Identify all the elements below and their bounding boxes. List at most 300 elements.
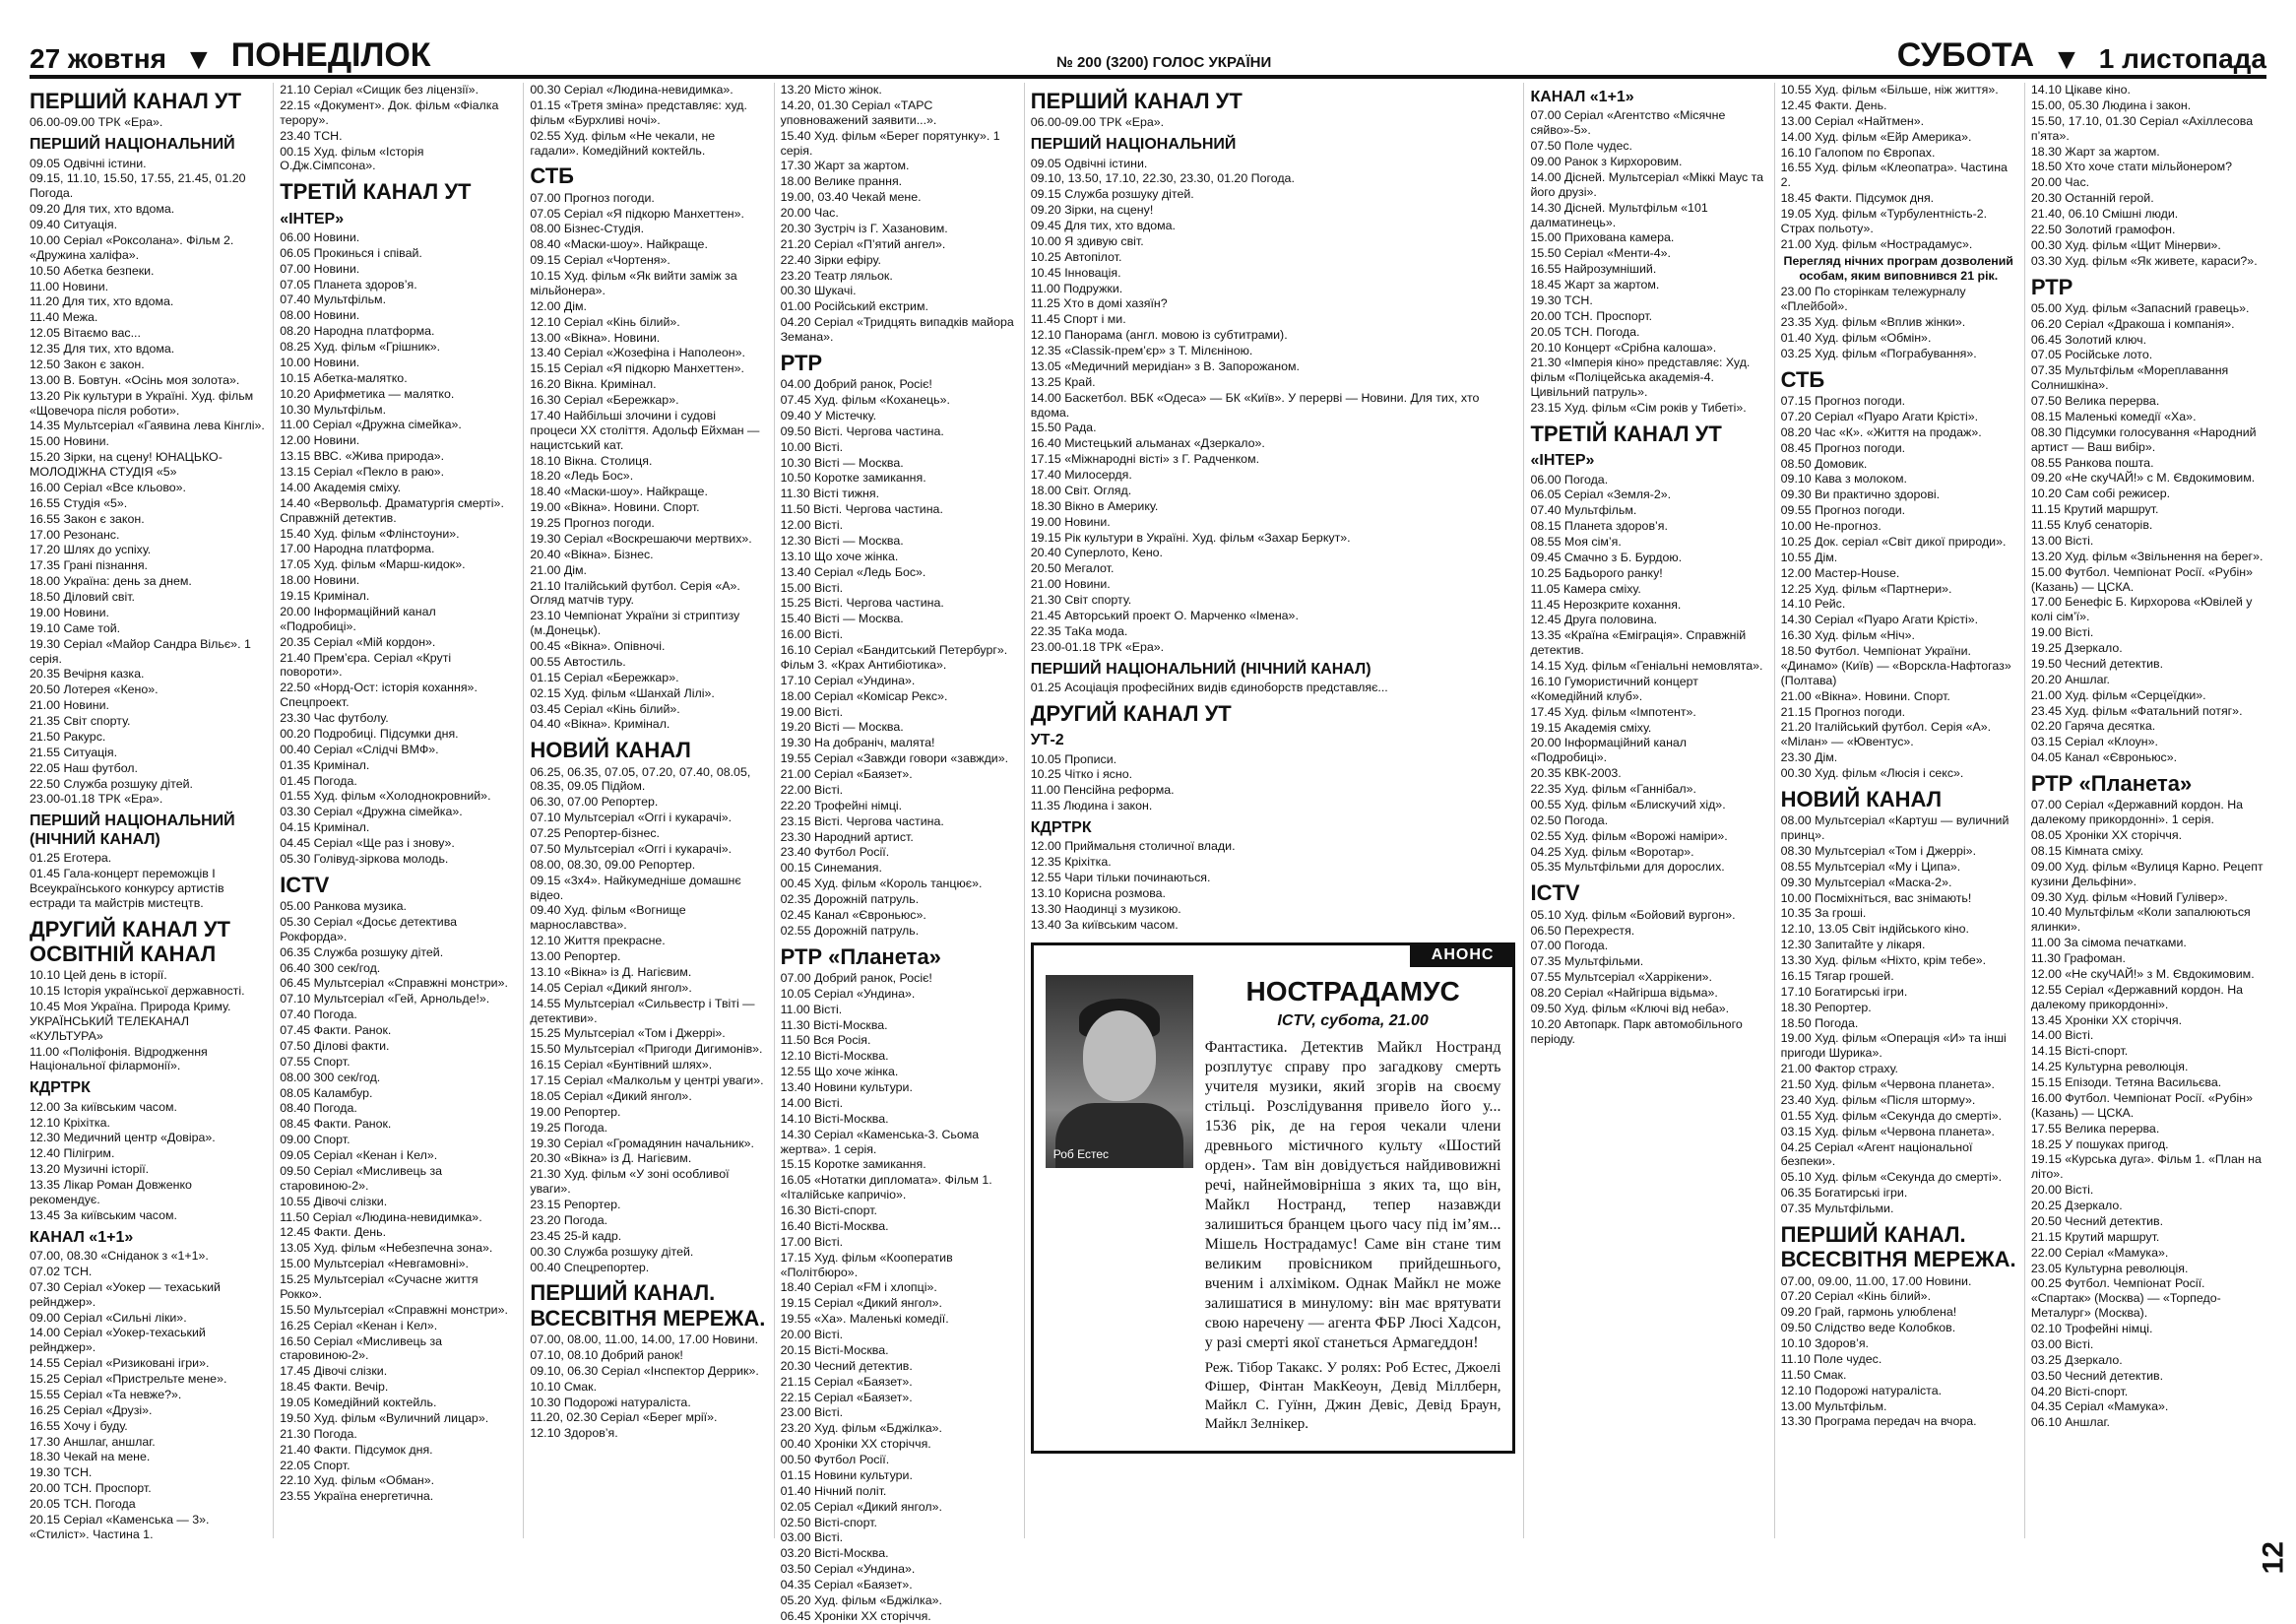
program-line: 19.20 Вісті — Москва. xyxy=(780,720,904,735)
program-line: 14.35 Мультсеріал «Гаявина лева Кінглі». xyxy=(30,419,265,433)
announcement-content xyxy=(1034,945,1513,1452)
schedule-column xyxy=(2024,83,2266,1538)
program-line: 07.00 Новини. xyxy=(280,261,360,276)
channel-section xyxy=(530,163,765,732)
program-line: 21.40 Факти. Підсумок дня. xyxy=(280,1442,433,1457)
program-line: 22.05 Наш футбол. xyxy=(30,760,138,775)
program-line: 13.05 Худ. фільм «Небезпечна зона». xyxy=(280,1241,493,1256)
program-line: 07.05 Планета здоров’я. xyxy=(280,277,417,292)
program-line: 21.45 Авторський проект О. Марченко «Імена». xyxy=(1030,608,1299,622)
program-line: 23.00 Вісті. xyxy=(780,1405,844,1420)
program-line: 15.40 Худ. фільм «Берег порятунку». 1 серія. xyxy=(780,128,1000,158)
program-line: 13.40 Серіал «Ледь Бос». xyxy=(780,564,926,579)
program-line: 13.10 Корисна розмова. xyxy=(1030,886,1167,901)
program-line: 10.20 Сам собі режисер. xyxy=(2030,487,2171,501)
program-line: 00.40 Хроніки ХХ сторіччя. xyxy=(780,1437,931,1452)
program-line: 07.30 Серіал «Уокер — техаський рейнджер». xyxy=(30,1279,221,1309)
program-line: 08.40 «Маски-шоу». Найкраще. xyxy=(530,237,708,252)
program-line: 21.30 Погода. xyxy=(280,1426,357,1441)
program-line: 06.00 Погода. xyxy=(1530,472,1609,487)
program-line: 00.45 Худ. фільм «Король танцює». xyxy=(780,877,983,891)
program-line: 17.55 Велика перерва. xyxy=(2030,1121,2160,1136)
program-line: 19.30 Серіал «Воскрешаючи мертвих». xyxy=(530,531,752,546)
program-line: 10.50 Абетка безпеки. xyxy=(30,263,155,278)
program-line: 20.15 Серіал «Каменська — 3». «Стиліст». Частина 1. xyxy=(30,1512,210,1541)
program-line: 19.00 Репортер. xyxy=(530,1104,621,1119)
program-line: 08.15 Кімната сміху. xyxy=(2030,843,2144,858)
program-line: 14.10 Рейс. xyxy=(1780,597,1846,612)
channel-title: КАНАЛ «1+1» xyxy=(30,1228,134,1246)
program-line: 03.15 Худ. фільм «Червона планета». xyxy=(1780,1124,1995,1138)
program-line: 04.45 Серіал «Ще раз і знову». xyxy=(280,836,455,851)
program-line: 08.20 Час «К». «Життя на продаж». xyxy=(1780,424,1982,439)
program-line: 21.00 «Вікна». Новини. Спорт. xyxy=(1780,688,1950,703)
program-line: 18.40 Серіал «FM і хлопці». xyxy=(780,1280,937,1295)
program-line: 13.20 Рік культури в Україні. Худ. фільм «Щовечора після роботи». xyxy=(30,388,254,418)
program-line: 12.10 Кріхітка. xyxy=(30,1115,110,1130)
program-line: 09.10 Кава з молоком. xyxy=(1780,472,1907,487)
program-line: 08.00 Бізнес-Студія. xyxy=(530,222,645,236)
program-line: 17.30 Жарт за жартом. xyxy=(780,159,910,173)
program-line: 19.25 Прогноз погоди. xyxy=(530,516,655,531)
channel-title: «ІНТЕР» xyxy=(1530,452,1595,470)
program-line: 19.15 «Курська дуга». Фільм 1. «План на літо». xyxy=(2030,1152,2262,1182)
program-line: 13.40 За київським часом. xyxy=(1030,917,1179,932)
program-line: 12.45 Факти. День. xyxy=(1780,97,1887,112)
program-line: 23.15 Худ. фільм «Сім років у Тибеті». xyxy=(1530,401,1747,416)
program-line: 11.00 «Поліфонія. Відродження Національної філармонії». xyxy=(30,1044,208,1073)
program-line: 12.45 Друга половина. xyxy=(1530,613,1658,627)
program-line: 20.40 «Вікна». Бізнес. xyxy=(530,547,654,561)
program-line: 14.15 Вісті-спорт. xyxy=(2030,1044,2129,1059)
program-line: 12.10 Панорама (англ. мовою із субтитрами). xyxy=(1030,328,1288,343)
program-line: 07.35 Мультфільми. xyxy=(1780,1202,1894,1216)
program-line: 09.50 Слідство веде Колобков. xyxy=(1780,1321,1956,1335)
program-line: 06.35 Служба розшуку дітей. xyxy=(280,944,444,959)
program-line: 22.50 Служба розшуку дітей. xyxy=(30,776,193,791)
program-line: 07.10 Мультсеріал «Оггі і кукарачі». xyxy=(530,811,733,825)
program-line: 12.35 «Classik-прем’єр» з Т. Мілєніною. xyxy=(1030,344,1253,358)
program-line: 21.20 Італійський футбол. Серія «А». «Мілан» — «Ювентус». xyxy=(1780,720,1992,749)
program-line: 09.05 Серіал «Кенан і Кел». xyxy=(280,1148,438,1163)
program-line: 08.00, 08.30, 09.00 Репортер. xyxy=(530,857,696,872)
program-line: 20.00 ТСН. Проспорт. xyxy=(30,1481,152,1496)
channel-section xyxy=(1031,701,1516,726)
program-line: 20.50 Чесний детектив. xyxy=(2030,1213,2164,1228)
program-line: 23.00-01.18 ТРК «Ера». xyxy=(30,792,163,807)
program-line: 18.30 Репортер. xyxy=(1780,1000,1872,1014)
program-line: 08.00 Новини. xyxy=(280,308,360,323)
program-line: 16.50 Серіал «Мисливець за старовиною-2». xyxy=(280,1333,443,1363)
program-line: 20.40 Суперлото, Кено. xyxy=(1030,546,1163,560)
program-line: 10.00 Не-прогноз. xyxy=(1780,519,1881,534)
channel-section xyxy=(30,1079,265,1222)
program-line: 07.02 ТСН. xyxy=(30,1264,93,1278)
program-line: 00.30 Служба розшуку дітей. xyxy=(530,1244,694,1259)
program-line: 01.25 Асоціація професійних видів єдиноборств представляє... xyxy=(1030,680,1388,694)
program-line: 12.10 Здоров’я. xyxy=(530,1426,618,1441)
program-line: 19.25 Погода. xyxy=(530,1120,608,1135)
channel-section xyxy=(30,812,265,910)
program-line: 09.20 «Не скуЧАЙ!» с М. Євдокимовим. xyxy=(2030,471,2256,486)
program-line: 17.05 Худ. фільм «Марш-кидок». xyxy=(280,557,466,572)
program-line: 15.15 Коротке замикання. xyxy=(780,1157,926,1172)
program-line: 10.25 Автопілот. xyxy=(1030,249,1122,264)
program-line: 12.55 Серіал «Державний кордон. На далекому прикордонні». xyxy=(2030,982,2244,1011)
program-line: 16.00 Серіал «Все кльово». xyxy=(30,480,186,494)
program-line: 18.45 Факти. Вечір. xyxy=(280,1380,389,1395)
program-line: 03.30 Серіал «Дружна сімейка». xyxy=(280,805,463,819)
program-line: 23.40 Худ. фільм «Після шторму». xyxy=(1780,1092,1976,1107)
program-line: 17.10 Богатирські ігри. xyxy=(1780,984,1908,999)
channel-section xyxy=(781,83,1016,345)
program-line: 01.45 Погода. xyxy=(280,773,357,788)
program-line: 15.00 Футбол. Чемпіонат Росії. «Рубін» (Казань) — ЦСКА. xyxy=(2030,564,2253,594)
program-line: 14.00 Серіал «Уокер-техаський рейнджер». xyxy=(30,1326,206,1355)
program-line: 06.45 Золотий ключ. xyxy=(2030,332,2147,347)
program-line: 14.25 Культурна революція. xyxy=(2030,1060,2189,1074)
program-line: 19.30 Серіал «Майор Сандра Вільє». 1 серія. xyxy=(30,636,251,666)
program-line: 11.00 Вісті. xyxy=(780,1002,843,1016)
program-line: 11.45 Нерозкрите кохання. xyxy=(1530,597,1682,612)
program-line: 05.35 Мультфільми для дорослих. xyxy=(1530,860,1725,875)
program-line: 10.30 Вісті — Москва. xyxy=(780,455,904,470)
program-line: 21.40, 06.10 Смішні люди. xyxy=(2030,207,2179,221)
program-line: 17.45 Худ. фільм «Імпотент». xyxy=(1530,704,1696,719)
program-line: 16.55 Закон є закон. xyxy=(30,511,145,526)
program-line: 12.55 Чари тільки починаються. xyxy=(1030,871,1211,885)
announcement-subtitle: ICTV, субота, 21.00 xyxy=(1277,1012,1429,1030)
program-line: 13.15 Серіал «Пекло в раю». xyxy=(280,465,445,480)
program-line: 19.30 ТСН. xyxy=(30,1465,93,1480)
program-line: 14.00 Баскетбол. ВБК «Одеса» — БК «Київ». У перерві — Новини. Для тих, хто вдома. xyxy=(1030,390,1480,420)
program-line: 11.30 Вісті-Москва. xyxy=(780,1017,888,1032)
channel-section xyxy=(30,917,265,1074)
schedule-column xyxy=(774,83,1016,1623)
program-line: 02.55 Дорожній патруль. xyxy=(780,923,920,938)
program-line: 12.00 За київським часом. xyxy=(30,1099,177,1114)
program-line: 08.55 Моя сім’я. xyxy=(1530,535,1622,550)
program-line: 11.50 Вісті. Чергова частина. xyxy=(780,502,943,517)
channel-section xyxy=(30,89,265,130)
program-line: 10.05 Серіал «Ундина». xyxy=(780,986,916,1001)
program-line: 12.55 Що хоче жінка. xyxy=(780,1065,899,1079)
program-line: 10.00 Серіал «Роксолана». Фільм 2. «Дружина халіфа». xyxy=(30,232,234,262)
channel-title: ICTV xyxy=(280,872,330,897)
program-line: 14.05 Серіал «Дикий янгол». xyxy=(530,980,692,995)
program-line: 07.10 Мультсеріал «Гей, Арнольде!». xyxy=(280,992,490,1007)
program-line: 08.15 Маленькі комедії «Ха». xyxy=(2030,409,2197,423)
program-line: Перегляд нічних програм дозволений особам, яким виповнився 21 рік. xyxy=(1783,253,2013,283)
program-line: 06.45 Мультсеріал «Справжні монстри». xyxy=(280,976,508,991)
program-line: 01.35 Кримінал. xyxy=(280,757,370,772)
program-line: 14.55 Серіал «Ризиковані ігри». xyxy=(30,1356,210,1371)
page-header xyxy=(30,30,2266,79)
program-line: 06.30, 07.00 Репортер. xyxy=(530,795,659,810)
program-line: 07.00, 09.00, 11.00, 17.00 Новини. xyxy=(1780,1273,1972,1288)
program-line: 13.25 Край. xyxy=(1030,374,1096,389)
channel-section xyxy=(1530,89,1765,416)
channel-title: ПЕРШИЙ КАНАЛ. ВСЕСВІТНЯ МЕРЕЖА. xyxy=(1780,1221,2016,1272)
program-line: 09.45 Смачно з Б. Бурдою. xyxy=(1530,550,1683,564)
program-line: 13.20 Худ. фільм «Звільнення на берег». xyxy=(2030,549,2264,563)
program-line: 16.30 Серіал «Бережкар». xyxy=(530,393,679,408)
program-line: 21.00 Новини. xyxy=(1030,577,1111,592)
program-line: 09.15 «3х4». Найкумедніше домашнє відео. xyxy=(530,873,741,902)
program-line: 18.00 Велике прання. xyxy=(780,174,903,189)
program-line: 13.10 Що хоче жінка. xyxy=(780,549,899,563)
channel-section xyxy=(280,211,515,867)
program-line: 10.55 Дівочі слізки. xyxy=(280,1194,388,1208)
program-line: 18.50 Футбол. Чемпіонат України. «Динамо» (Київ) — «Ворскла-Нафтогаз» (Полтава) xyxy=(1780,644,2011,687)
program-line: 18.10 Вікна. Столиця. xyxy=(530,453,653,468)
program-line: 00.15 Синемания. xyxy=(780,861,882,876)
program-line: 13.35 Лікар Роман Довженко рекомендує. xyxy=(30,1178,192,1206)
program-line: 13.15 ВВС. «Жива природа». xyxy=(280,449,445,464)
program-line: 07.00 Серіал «Агентство «Місячне сяйво»-5». xyxy=(1530,108,1726,138)
program-line: 13.45 Хроніки ХХ сторіччя. xyxy=(2030,1012,2183,1027)
program-line: 08.00 Мультсеріал «Картуш — вуличний принц». xyxy=(1780,813,2009,843)
program-line: 13.00 В. Бовтун. «Осінь моя золота». xyxy=(30,372,240,387)
channel-section xyxy=(1781,83,2016,361)
program-line: 21.00 Дім. xyxy=(530,562,587,577)
program-line: 12.35 Кріхітка. xyxy=(1030,855,1112,870)
program-line: 18.30 Вікно в Америку. xyxy=(1030,498,1159,513)
program-line: 07.50 Ділові факти. xyxy=(280,1038,390,1053)
program-line: 20.30 «Вікна» із Д. Нагієвим. xyxy=(530,1151,692,1166)
program-line: 13.00 Вісті. xyxy=(2030,533,2094,548)
program-line: 13.40 Серіал «Жозефіна і Наполеон». xyxy=(530,346,745,360)
program-line: 00.30 Худ. фільм «Щит Мінерви». xyxy=(2030,237,2221,252)
channel-title: ПЕРШИЙ КАНАЛ УТ xyxy=(1030,89,1243,113)
program-line: 10.15 Худ. фільм «Як вийти заміж за мільйонера». xyxy=(530,269,737,297)
program-line: 21.00 Новини. xyxy=(30,698,109,713)
program-line: 07.40 Мультфільм. xyxy=(1530,503,1637,518)
program-line: 07.45 Факти. Ранок. xyxy=(280,1023,392,1038)
program-line: 16.25 Серіал «Кенан і Кел». xyxy=(280,1318,438,1332)
program-line: 00.30 Худ. фільм «Люсія і секс». xyxy=(1780,766,1964,781)
program-line: 15.50 Мультсеріал «Пригоди Дигимонів». xyxy=(530,1042,763,1057)
channel-section xyxy=(530,1280,765,1441)
program-line: 07.40 Мультфільм. xyxy=(280,292,387,307)
program-line: 22.15 «Документ». Док. фільм «Фіалка терору». xyxy=(280,97,499,127)
program-line: 09.00 Спорт. xyxy=(280,1133,351,1147)
program-line: 07.05 Серіал «Я підкорю Манхеттен». xyxy=(530,206,744,221)
program-line: 17.00 Бенефіс Б. Кирхорова «Ювілей у колі сім’ї». xyxy=(2030,595,2253,624)
program-line: 05.00 Ранкова музика. xyxy=(280,899,407,914)
channel-title: РТР xyxy=(780,350,823,375)
program-line: 13.30 Наодинці з музикою. xyxy=(1030,901,1181,916)
program-line: 19.00 Новини. xyxy=(1030,514,1111,529)
program-line: 22.20 Трофейні німці. xyxy=(780,798,903,812)
program-line: 09.05 Одвічні істини. xyxy=(30,156,147,170)
program-line: 18.00 Серіал «Комісар Рекс». xyxy=(780,688,948,703)
program-line: 12.00 Новини. xyxy=(280,433,360,448)
program-line: 20.00 Вісті. xyxy=(780,1328,844,1342)
program-line: 19.15 Академія сміху. xyxy=(1530,720,1652,735)
program-line: 18.00 Світ. Огляд. xyxy=(1030,483,1132,497)
program-line: 03.15 Серіал «Клоун». xyxy=(2030,735,2158,749)
channel-section xyxy=(2031,275,2266,766)
program-line: 21.30 Худ. фільм «У зоні особливої уваги». xyxy=(530,1167,730,1197)
program-line: 06.10 Аншлаг. xyxy=(2030,1415,2110,1430)
program-line: 21.50 Худ. фільм «Червона планета». xyxy=(1780,1077,1995,1092)
program-line: 15.00 Мультсеріал «Невгамовні». xyxy=(280,1257,469,1271)
program-line: 17.15 «Міжнародні вісті» з Г. Радченком. xyxy=(1030,452,1260,467)
program-line: 01.15 Серіал «Бережкар». xyxy=(530,670,679,684)
program-line: 14.00 Академія сміху. xyxy=(280,480,402,494)
channel-title: КДРТРК xyxy=(1030,819,1092,837)
program-line: 12.30 Вісті — Москва. xyxy=(780,533,904,548)
channel-section xyxy=(1530,880,1765,1046)
program-line: 19.50 Чесний детектив. xyxy=(2030,656,2164,671)
program-line: 11.05 Камера сміху. xyxy=(1530,581,1641,596)
program-line: 20.30 Чесний детектив. xyxy=(780,1358,913,1373)
program-line: 06.00 Новини. xyxy=(280,229,360,244)
program-line: 04.25 Серіал «Агент національної безпеки». xyxy=(1780,1139,1973,1169)
program-line: 23.40 Футбол Росії. xyxy=(780,845,890,860)
program-line: 03.50 Чесний детектив. xyxy=(2030,1368,2164,1383)
program-line: 22.50 Золотий грамофон. xyxy=(2030,222,2176,236)
program-line: 20.00 ТСН. Проспорт. xyxy=(1530,308,1653,323)
program-line: 11.35 Людина і закон. xyxy=(1030,799,1153,813)
program-line: 01.45 Гала-концерт переможців І Всеукраїнського конкурсу артистів естради та майстрів мистецтв. xyxy=(30,866,224,910)
announcement-cast: Реж. Тібор Такакс. У ролях: Роб Естес, Джоелі Фішер, Фінтан МакКеоун, Девід Міллберн, Майкл С. Гуїнн, Джин Девіс, Девід Браун, Майкл Зелнікер. xyxy=(1204,1360,1501,1432)
schedule-column xyxy=(1774,83,2016,1538)
program-line: 16.10 Серіал «Бандитський Петербург». Фільм 3. «Крах Антибіотика». xyxy=(780,643,1008,672)
program-line: 21.50 Ракурс. xyxy=(30,729,106,744)
program-line: 16.10 Гумористичний концерт «Комедійний клуб». xyxy=(1530,674,1698,703)
program-line: 09.10, 06.30 Серіал «Інспектор Деррик». xyxy=(530,1363,759,1378)
program-line: 02.45 Канал «Євроньюс». xyxy=(780,907,926,922)
program-line: 20.10 Концерт «Срібна калоша». xyxy=(1530,340,1717,355)
channel-section xyxy=(30,1229,265,1542)
program-line: 00.25 Футбол. Чемпіонат Росії. «Спартак» (Москва) — «Торпедо-Металург» (Москва). xyxy=(2030,1276,2221,1321)
program-line: 09.15 Серіал «Чортеня». xyxy=(530,253,670,268)
program-line: 19.15 Кримінал. xyxy=(280,589,370,604)
schedule-column xyxy=(1523,83,1765,1538)
program-line: 00.50 Футбол Росії. xyxy=(780,1453,890,1467)
channel-section xyxy=(1530,422,1765,446)
program-line: 20.00 Інформаційний канал «Подробиці». xyxy=(1530,736,1688,765)
program-line: 07.55 Спорт. xyxy=(280,1054,351,1069)
channel-title: ТРЕТІЙ КАНАЛ УТ xyxy=(280,179,472,205)
program-line: 22.35 Худ. фільм «Ганнібал». xyxy=(1530,782,1696,797)
program-line: 05.00 Худ. фільм «Запасний гравець». xyxy=(2030,300,2250,315)
program-line: 06.45 Хроніки ХХ сторіччя. xyxy=(780,1608,931,1623)
program-line: 17.40 Милосердя. xyxy=(1030,468,1132,483)
channel-section xyxy=(781,944,1016,1624)
program-line: 03.20 Вісті-Москва. xyxy=(780,1546,889,1561)
photo-face xyxy=(1083,1010,1156,1101)
triangle-down-icon: ▼ xyxy=(2052,43,2081,76)
program-line: 10.25 Бадьорого ранку! xyxy=(1530,565,1663,580)
program-line: 16.30 Вісті-спорт. xyxy=(780,1203,877,1218)
program-line: 05.20 Худ. фільм «Бджілка». xyxy=(780,1592,942,1607)
program-line: 19.10 Саме той. xyxy=(30,620,121,635)
program-line: 13.00 Репортер. xyxy=(530,949,621,964)
header-right xyxy=(1897,36,2266,75)
program-line: 07.50 Мультсеріал «Оггі і кукарачі». xyxy=(530,841,733,856)
program-line: 14.55 Мультсеріал «Сильвестр і Твіті — детективи». xyxy=(530,996,755,1025)
program-line: 21.30 Світ спорту. xyxy=(1030,593,1132,608)
program-line: 07.55 Мультсеріал «Харрікени». xyxy=(1530,970,1712,985)
program-line: 10.05 Прописи. xyxy=(1030,751,1117,766)
program-line: 21.40 Прем’єра. Серіал «Круті повороти». xyxy=(280,650,452,680)
program-line: 19.00, 03.40 Чекай мене. xyxy=(780,190,922,205)
program-line: 20.35 КВК-2003. xyxy=(1530,766,1622,781)
program-line: 11.25 Хто в домі хазяїн? xyxy=(1030,296,1168,311)
program-line: 12.10 Подорожі натураліста. xyxy=(1780,1383,1943,1397)
program-line: 10.20 Арифметика — малятко. xyxy=(280,386,455,401)
header-left-day: ПОНЕДІЛОК xyxy=(230,36,431,74)
program-line: 03.50 Серіал «Ундина». xyxy=(780,1562,916,1577)
program-line: 11.20, 02.30 Серіал «Берег мрії». xyxy=(530,1410,718,1425)
program-line: 23.00 По сторінкам тележурналу «Плейбой». xyxy=(1780,285,1966,314)
channel-title: НОВИЙ КАНАЛ xyxy=(530,738,691,763)
program-line: 02.50 Погода. xyxy=(1530,812,1609,827)
program-line: 00.45 «Вікна». Опівночі. xyxy=(530,639,666,654)
program-line: 01.15 «Третя зміна» представляє: худ. фільм «Бурхливі ночі». xyxy=(530,97,747,127)
program-line: 20.00 Час. xyxy=(780,206,839,220)
program-line: 09.30 Мультсеріал «Маска-2». xyxy=(1780,875,1952,889)
program-line: 14.00 Вісті. xyxy=(780,1095,844,1110)
program-line: 15.40 Худ. фільм «Флінстоуни». xyxy=(280,526,460,541)
program-line: 21.00 Серіал «Баязет». xyxy=(780,767,913,782)
program-line: 08.25 Худ. фільм «Грішник». xyxy=(280,340,441,355)
actor-photo xyxy=(1046,975,1193,1168)
program-line: 23.45 25-й кадр. xyxy=(530,1228,622,1243)
program-line: 15.55 Серіал «Та невже?». xyxy=(30,1387,182,1401)
program-line: 12.10, 13.05 Світ індійського кіно. xyxy=(1780,922,1969,937)
program-line: 13.20 Місто жінок. xyxy=(780,83,882,97)
program-line: 00.40 Серіал «Слідчі ВМФ». xyxy=(280,742,439,756)
program-line: 06.05 Серіал «Земля-2». xyxy=(1530,487,1672,502)
program-line: 09.50 Вісті. Чергова частина. xyxy=(780,423,944,438)
program-line: 17.00 Народна платформа. xyxy=(280,542,435,556)
program-line: 23.45 Худ. фільм «Фатальний потяг». xyxy=(2030,703,2243,718)
program-line: 13.30 Програма передач на вчора. xyxy=(1780,1414,1977,1429)
program-line: 16.40 Вісті-Москва. xyxy=(780,1218,889,1233)
channel-section xyxy=(2031,771,2266,1430)
program-line: 09.50 Серіал «Мисливець за старовиною-2». xyxy=(280,1163,443,1193)
program-line: 11.30 Графоман. xyxy=(2030,951,2126,966)
program-line: 08.30 Підсумки голосування «Народний артист — Ваш вибір». xyxy=(2030,424,2257,454)
channel-section xyxy=(1781,1222,2016,1429)
channel-section xyxy=(781,351,1016,939)
channel-title: ПЕРШИЙ КАНАЛ. ВСЕСВІТНЯ МЕРЕЖА. xyxy=(530,1280,766,1331)
program-line: 21.10 Італійський футбол. Серія «А». Огляд матчів туру. xyxy=(530,578,740,608)
header-left xyxy=(30,36,431,75)
program-line: 00.55 Худ. фільм «Блискучий хід». xyxy=(1530,797,1726,812)
program-line: 07.00 Прогноз погоди. xyxy=(530,190,655,205)
channel-section xyxy=(1781,787,2016,1216)
program-line: 12.30 Медичний центр «Довіра». xyxy=(30,1131,216,1145)
program-line: 21.30 «Імперія кіно» представляє: Худ. фільм «Поліцейська академія-4. Цивільний патруль». xyxy=(1530,356,1751,400)
program-line: 13.00 «Вікна». Новини. xyxy=(530,330,661,345)
program-line: 20.05 ТСН. Погода. xyxy=(1530,324,1640,339)
program-line: 10.25 Док. серіал «Світ дикої природи». xyxy=(1780,534,2007,549)
tv-schedule-page xyxy=(30,83,2266,1623)
channel-title: ПЕРШИЙ КАНАЛ УТ xyxy=(30,89,242,113)
program-line: 23.20 Театр ляльок. xyxy=(780,268,893,283)
program-line: 16.20 Вікна. Кримінал. xyxy=(530,377,657,392)
program-line: 07.00 Добрий ранок, Росіє! xyxy=(780,970,932,985)
program-line: 06.20 Серіал «Дракоша і компанія». xyxy=(2030,316,2235,331)
program-line: 17.15 Серіал «Малкольм у центрі уваги». xyxy=(530,1073,764,1088)
program-line: 15.25 Мультсеріал «Том і Джеррі». xyxy=(530,1026,726,1041)
channel-section xyxy=(1031,89,1516,130)
